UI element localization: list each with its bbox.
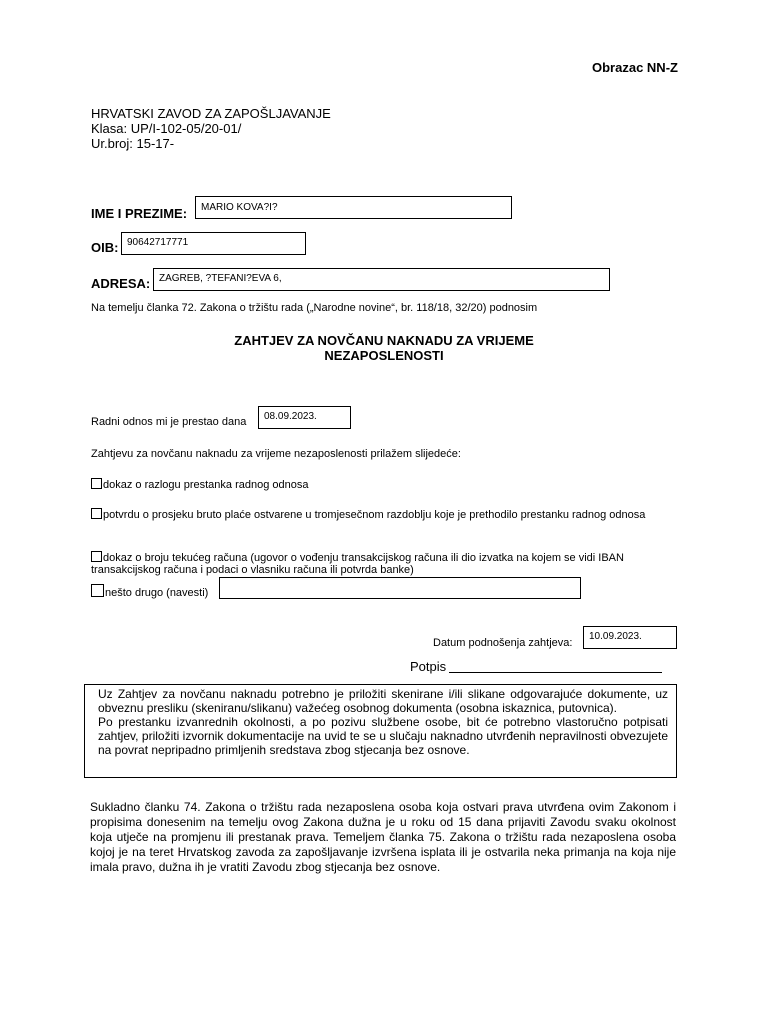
form-title-line-1: ZAHTJEV ZA NOVČANU NAKNADU ZA VRIJEME (234, 333, 534, 348)
urbroj: Ur.broj: 15-17- (91, 136, 175, 151)
notice-box (84, 684, 677, 778)
notice-paragraph: Uz Zahtjev za novčanu naknadu potrebno je priložiti skenirane i/ili slikane odgovarajuće dokumente, uz obveznu presliku (skeniranu/slikanu) važećeg osobnog dokumenta (osobna iskaznica, putovnica). (98, 687, 668, 715)
form-title (150, 333, 618, 363)
oib-label: OIB: (91, 240, 119, 255)
employment-end-label: Radni odnos mi je prestao dana (91, 416, 247, 428)
oib-field[interactable]: 90642717771 (121, 232, 306, 255)
address-field[interactable]: ZAGREB, ?TEFANI?EVA 6, (153, 268, 610, 291)
attachment-checkbox[interactable] (91, 551, 102, 562)
legal-basis: Na temelju članka 72. Zakona o tržištu rada („Narodne novine“, br. 118/18, 32/20) podnosim (91, 302, 538, 314)
other-attachment-field[interactable] (219, 577, 581, 599)
organization-name: HRVATSKI ZAVOD ZA ZAPOŠLJAVANJE (91, 106, 331, 121)
attachment-label: nešto drugo (navesti) (105, 587, 209, 599)
klasa: Klasa: UP/I-102-05/20-01/ (91, 121, 242, 136)
attachment-item (91, 584, 208, 599)
signature-label: Potpis (410, 659, 447, 674)
attachment-checkbox[interactable] (91, 584, 104, 597)
form-title-line-2: NEZAPOSLENOSTI (324, 348, 444, 363)
attachments-intro: Zahtjevu za novčanu naknadu za vrijeme nezaposlenosti prilažem slijedeće: (91, 448, 461, 460)
attachment-checkbox[interactable] (91, 508, 102, 519)
signature-line[interactable] (449, 660, 662, 673)
submission-date-field[interactable]: 10.09.2023. (583, 626, 677, 649)
attachment-label: dokaz o broju tekućeg računa (ugovor o vođenju transakcijskog računa ili dio izvatka na kojem se vidi IBAN transakcijskog računa i podaci o vlasniku računa ili potvrda banke) (91, 552, 624, 576)
attachment-label: potvrdu o prosjeku bruto plaće ostvarene u tromjesečnom razdoblju koje je prethodilo prestanku radnog odnosa (103, 509, 646, 521)
attachment-checkbox[interactable] (91, 478, 102, 489)
law-text: Sukladno članku 74. Zakona o tržištu rada nezaposlena osoba koja ostvari prava utvrđena ovim Zakonom i propisima donesenim na temelju ovog Zakona dužna je u roku od 15 dana prijaviti Zavodu svaku okolnost koja utječe na promjenu ili prestanak prava. Temeljem članka 75. Zakona o tržištu rada nezaposlena osoba kojoj je na teret Hrvatskog zavoda za zapošljavanje izvršena isplata ili je ostvarila neka primanja na koja nije imala pravo, dužna ih je vratiti Zavodu zbog stjecanja bez osnove. (90, 800, 676, 874)
name-field[interactable]: MARIO KOVA?I? (195, 196, 512, 219)
signature-row (410, 659, 662, 674)
form-code: Obrazac NN-Z (592, 60, 678, 75)
address-label: ADRESA: (91, 276, 151, 291)
attachment-item (91, 508, 651, 521)
attachment-item (91, 478, 651, 491)
name-label: IME I PREZIME: (91, 206, 188, 221)
attachment-label: dokaz o razlogu prestanka radnog odnosa (103, 479, 309, 491)
notice-paragraph: Po prestanku izvanrednih okolnosti, a po pozivu službene osobe, bit će potrebno vlastoručno potpisati zahtjev, priložiti izvornik dokumentacije na uvid te se u slučaju naknadno utvrđenih nepravilnosti obvezujete na povrat nepripadno primljenih sredstava zbog stjecanja bez osnove. (98, 715, 668, 757)
employment-end-field[interactable]: 08.09.2023. (258, 406, 351, 429)
attachment-item (91, 551, 651, 576)
submission-date-label: Datum podnošenja zahtjeva: (433, 637, 573, 649)
organization-header (91, 106, 331, 151)
